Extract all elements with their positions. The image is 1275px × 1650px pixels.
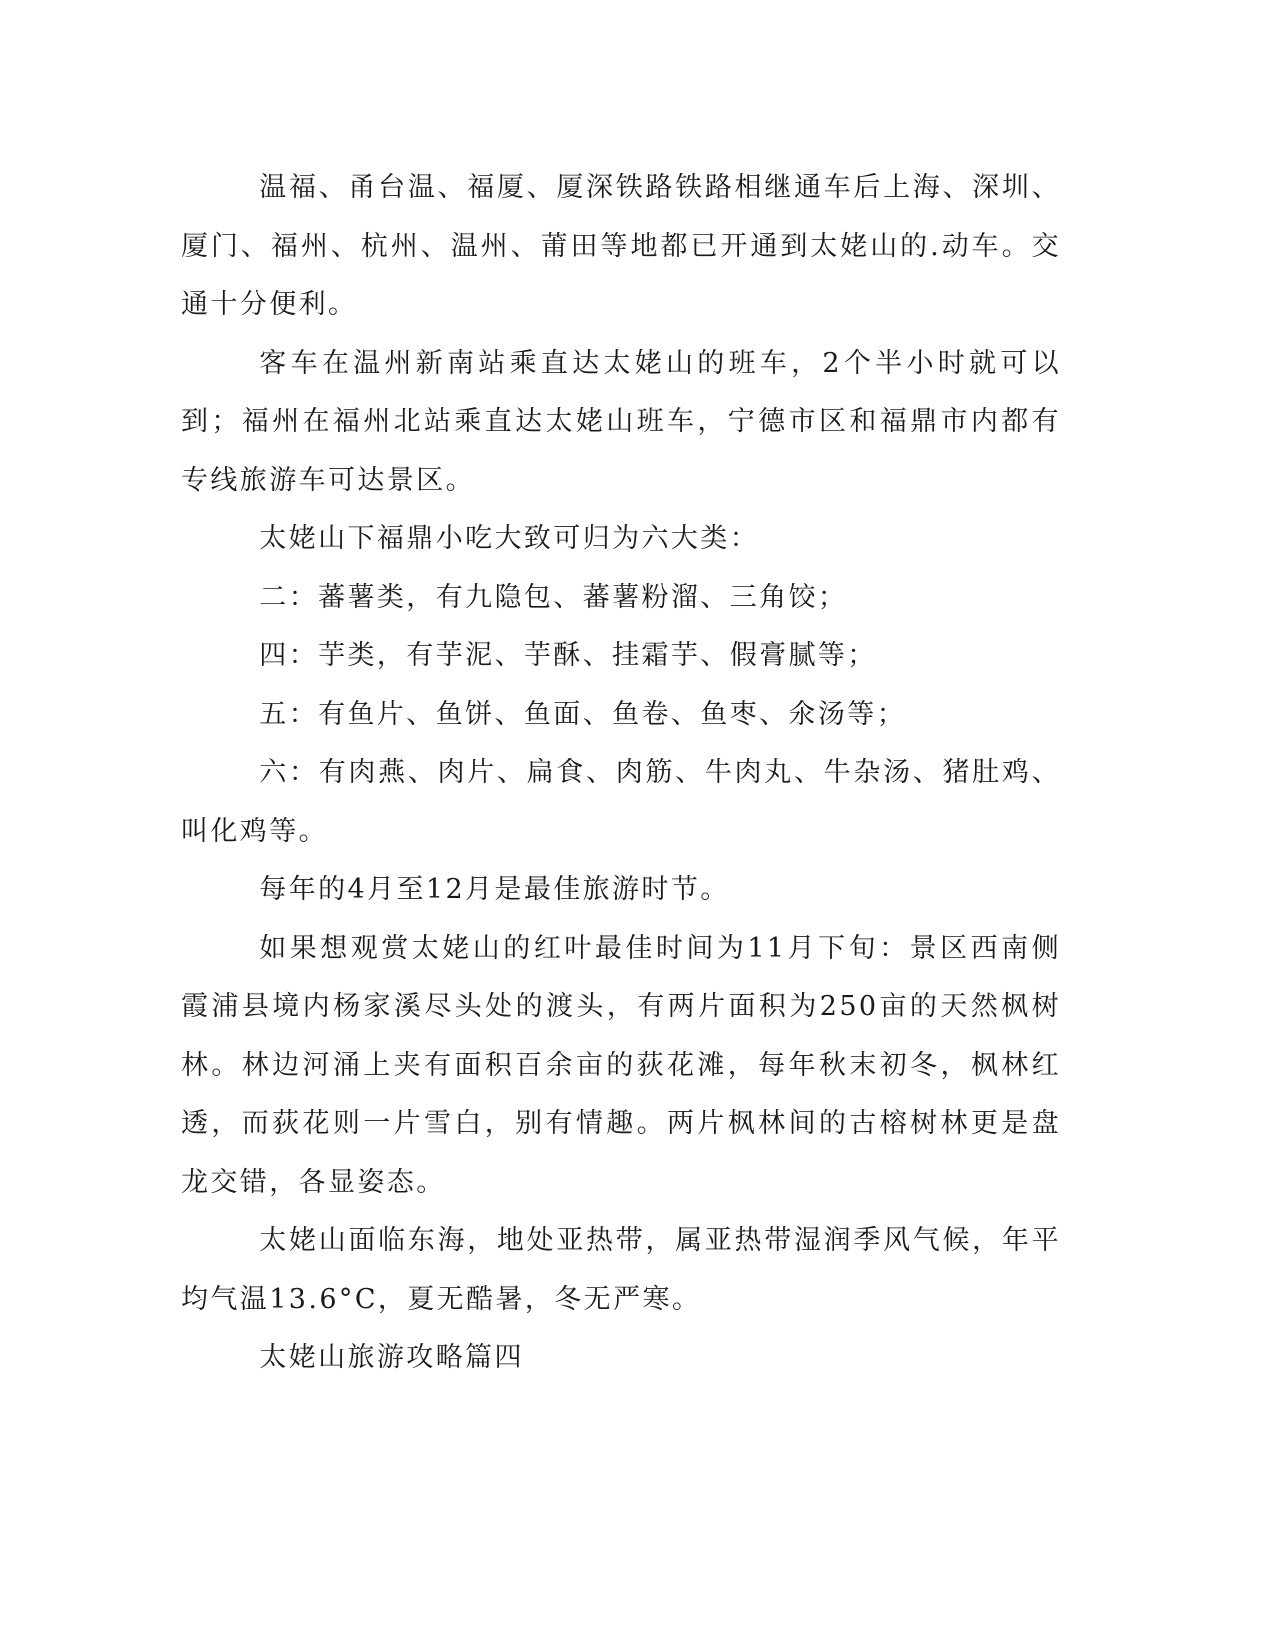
paragraph-transport-bus: 客车在温州新南站乘直达太姥山的班车，2个半小时就可以到；福州在福州北站乘直达太姥山班车，宁德市区和福鼎市内都有专线旅游车可达景区。 <box>181 347 1061 496</box>
section-heading: 太姥山旅游攻略篇四 <box>259 1342 524 1373</box>
paragraph-transport-rail: 温福、甬台温、福厦、厦深铁路铁路相继通车后上海、深圳、厦门、福州、杭州、温州、莆田等地都已开通到太姥山的.动车。交通十分便利。 <box>181 172 1061 320</box>
paragraph-snacks-fish: 五：有鱼片、鱼饼、鱼面、鱼卷、鱼枣、氽汤等； <box>259 698 907 730</box>
paragraph-red-leaves: 如果想观赏太姥山的红叶最佳时间为11月下旬：景区西南侧霞浦县境内杨家溪尽头处的渡头，有两片面积为250亩的天然枫树林。林边河涌上夹有面积百余亩的荻花滩，每年秋末初冬，枫林红透，而荻花则一片雪白，别有情趣。两片枫林间的古榕树林更是盘龙交错，各显姿态。 <box>181 932 1061 1198</box>
document-body <box>181 159 1061 1388</box>
paragraph-snacks-meat: 六：有肉燕、肉片、扁食、肉筋、牛肉丸、牛杂汤、猪肚鸡、叫化鸡等。 <box>181 757 1061 847</box>
paragraph-climate: 太姥山面临东海，地处亚热带，属亚热带湿润季风气候，年平均气温13.6°C，夏无酷暑，冬无严寒。 <box>181 1225 1061 1315</box>
paragraph-snacks-intro: 太姥山下福鼎小吃大致可归为六大类： <box>259 523 760 554</box>
paragraph-best-season: 每年的4月至12月是最佳旅游时节。 <box>259 874 730 905</box>
paragraph-snacks-sweet-potato: 二：蕃薯类，有九隐包、蕃薯粉溜、三角饺； <box>259 581 848 613</box>
paragraph-snacks-taro: 四：芋类，有芋泥、芋酥、挂霜芋、假膏腻等； <box>259 640 877 671</box>
